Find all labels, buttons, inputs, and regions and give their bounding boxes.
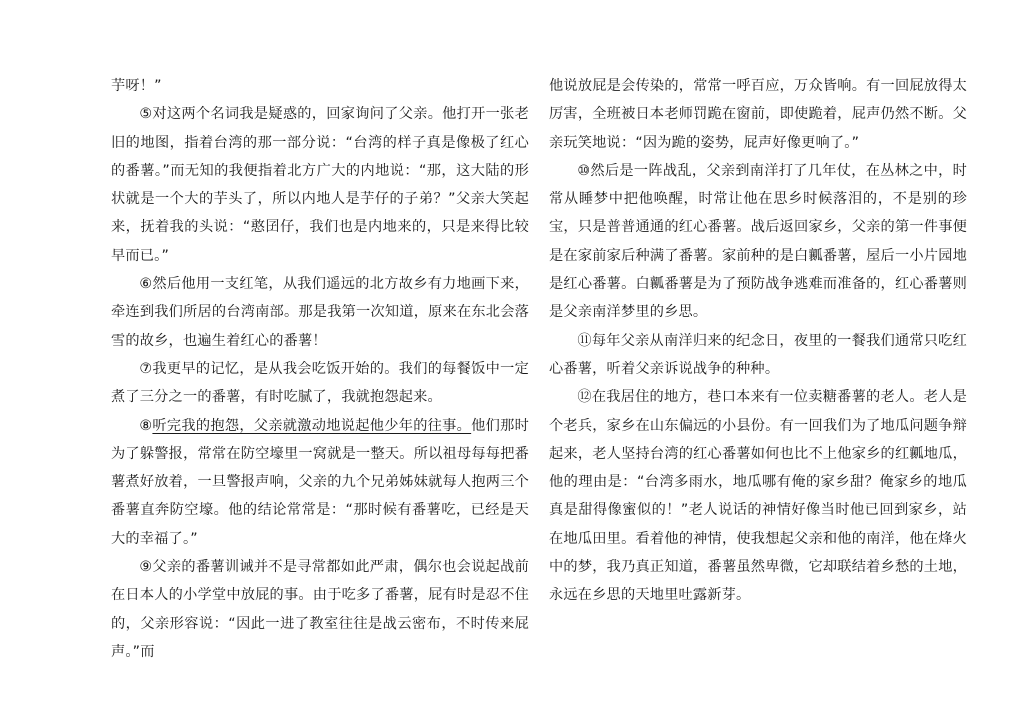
- paragraph-number: ⑥: [139, 276, 153, 293]
- paragraph-number: ⑫: [577, 389, 592, 406]
- paragraph-6: [111, 270, 529, 355]
- paragraph-number: ⑨: [139, 559, 153, 576]
- paragraph-number: ⑤: [139, 106, 153, 123]
- paragraph-continued: 他说放屁是会传染的，常常一呼百应，万众皆响。有一回屁放得太厉害，全班被日本老师罚跪在窗前，即使跪着，屁声仍然不断。父亲玩笑地说：“因为跪的姿势，屁声好像更响了。”: [549, 78, 967, 151]
- left-column: [111, 72, 529, 666]
- paragraph-text: 对这两个名词我是疑惑的，回家询问了父亲。他打开一张老旧的地图，指着台湾的那一部分说：“台湾的样子真是像极了红心的番薯。”而无知的我便指着北方广大的内地说：“那，这大陆的形状就是一个大的芋头了，所以内地人是芋仔的子弟？”父亲大笑起来，抚着我的头说：“憨囝仔，我们也是内地来的，只是来得比较早而已。”: [111, 106, 530, 264]
- paragraph-7: [111, 355, 529, 412]
- paragraph-number: ⑧: [139, 417, 153, 434]
- paragraph-text: 他们那时为了躲警报，常常在防空壕里一窝就是一整天。所以祖母每每把番薯煮好放着，一旦警报声响，父亲的九个兄弟姊妹就每人抱两三个番薯直奔防空壕。他的结论常常是：“那时候有番薯吃，已经是天大的幸福了。”: [111, 417, 530, 547]
- paragraph-number: ⑦: [139, 360, 153, 377]
- paragraph-text: 我更早的记忆，是从我会吃饭开始的。我们的每餐饭中一定煮了三分之一的番薯，有时吃腻了，我就抱怨起来。: [111, 360, 530, 406]
- right-column: [549, 72, 967, 610]
- underlined-sentence: 听完我的抱怨，父亲就激动地说起他少年的往事。: [152, 417, 472, 434]
- paragraph-text: 每年父亲从南洋归来的纪念日，夜里的一餐我们通常只吃红心番薯，听着父亲诉说战争的种种。: [549, 332, 968, 377]
- paragraph-10: [549, 157, 967, 327]
- paragraph-text: 在我居住的地方，巷口本来有一位卖糖番薯的老人。老人是个老兵，家乡在山东偏远的小县份。有一回我们为了地瓜问题争辩起来，老人坚持台湾的红心番薯如何也比不上他家乡的红瓤地瓜，他的理由是：“台湾多雨水，地瓜哪有俺的家乡甜？俺家乡的地瓜真是甜得像蜜似的！”老人说话的神情好像当时他已回到家乡，站在地瓜田里。看着他的神情，使我想起父亲和他的南洋，他在烽火中的梦，我乃真正知道，番薯虽然卑微，它却联结着乡愁的土地，永远在乡思的天地里吐露新芽。: [549, 389, 968, 604]
- paragraph-8: [111, 412, 529, 553]
- paragraph-5: [111, 100, 529, 270]
- paragraph-9: [111, 553, 529, 666]
- paragraph-text: 父亲的番薯训诫并不是寻常都如此严肃，偶尔也会说起战前在日本人的小学堂中放屁的事。由于吃多了番薯，屁有时是忍不住的，父亲形容说：“因此一进了教室往往是战云密布，不时传来屁声。”而: [111, 559, 530, 660]
- paragraph-text: 然后他用一支红笔，从我们遥远的北方故乡有力地画下来，牵连到我们所居的台湾南部。那是我第一次知道，原来在东北会落雪的故乡，也遍生着红心的番薯！: [111, 276, 530, 349]
- paragraph-text: 然后是一阵战乱，父亲到南洋打了几年仗，在丛林之中，时常从睡梦中把他唤醒，时常让他在思乡时候落泪的，不是别的珍宝，只是普普通通的红心番薯。战后返回家乡，父亲的第一件事便是在家前家后种满了番薯。家前种的是白瓤番薯，屋后一小片园地是红心番薯。白瓤番薯是为了预防战争逃难而准备的，红心番薯则是父亲南洋梦里的乡思。: [549, 162, 968, 321]
- paragraph-continued: 芋呀！”: [111, 78, 162, 94]
- paragraph-number: ⑩: [577, 162, 591, 179]
- paragraph-11: [549, 327, 967, 384]
- paragraph-12: [549, 383, 967, 609]
- paragraph-number: ⑪: [577, 332, 592, 349]
